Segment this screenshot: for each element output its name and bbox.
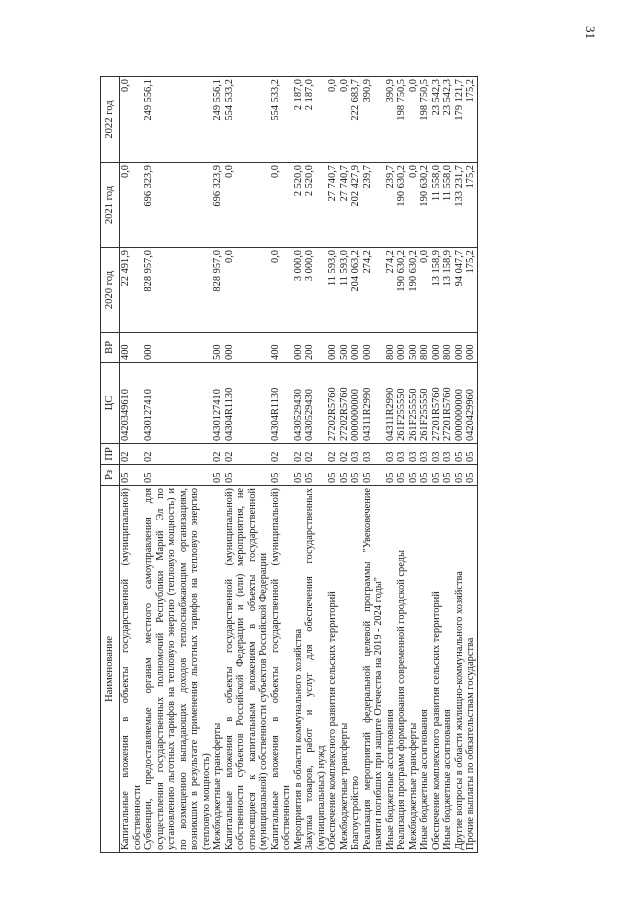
row-value-2022: 2 187,0 [293,77,305,163]
row-name: Мероприятия в области коммунального хозяйства [293,486,305,853]
row-value-2021: 696 323,9 [143,163,212,248]
table-row [339,77,351,853]
row-value-2020: 828 957,0 [143,248,212,333]
row-name: Благоустройство [350,486,362,853]
row-value-2022: 0,0 [408,77,420,163]
row-pr: 03 [408,444,420,465]
row-cs: 261F255550 [408,363,420,444]
row-value-2022: 222 683,7 [350,77,362,163]
table-row [120,77,144,853]
row-pr: 02 [304,444,327,465]
row-rz: 05 [362,465,385,486]
row-cs: 0430529430 [304,363,327,444]
row-value-2021: 239,7 [385,163,397,248]
row-value-2021: 0,0 [270,163,293,248]
row-pr: 02 [327,444,339,465]
row-value-2022: 23 542,3 [431,77,443,163]
row-value-2020: 22 491,9 [120,248,144,333]
row-cs: 261F255550 [396,363,408,444]
row-pr: 02 [270,444,293,465]
table-row [396,77,408,853]
table-header-row [101,77,120,853]
row-name: Межбюджетные трансферты [408,486,420,853]
row-vr: 000 [224,333,270,363]
row-value-2020: 13 158,9 [442,248,454,333]
table-row [293,77,305,853]
row-rz: 05 [339,465,351,486]
table-row [270,77,293,853]
row-value-2021: 133 231,7 [454,163,466,248]
row-pr: 03 [442,444,454,465]
row-value-2021: 2 520,0 [304,163,327,248]
row-value-2022: 198 750,5 [396,77,408,163]
row-pr: 03 [419,444,431,465]
row-vr: 800 [442,333,454,363]
row-name: Реализация мероприятий федеральной целевой программы "Увековечение памяти погибших при защите Отечества на 2019 - 2024 годы" [362,486,385,853]
budget-table [100,76,478,853]
row-name: Закупка товаров, работ и услуг для обеспечения государственных (муниципальных) нужд [304,486,327,853]
row-name: Межбюджетные трансферты [339,486,351,853]
row-name: Капитальные вложения в объекты государственной (муниципальной) собственности [270,486,293,853]
row-vr: 800 [419,333,431,363]
row-value-2020: 3 000,0 [304,248,327,333]
row-value-2020: 175,2 [465,248,477,333]
row-value-2022: 0,0 [327,77,339,163]
row-vr: 000 [454,333,466,363]
row-vr: 000 [350,333,362,363]
row-value-2022: 0,0 [339,77,351,163]
row-value-2022: 2 187,0 [304,77,327,163]
row-cs: 27201R5760 [431,363,443,444]
row-value-2020: 0,0 [419,248,431,333]
row-value-2020: 274,2 [362,248,385,333]
header-cs: ЦС [101,363,120,444]
row-vr: 000 [396,333,408,363]
row-value-2020: 190 630,2 [396,248,408,333]
row-rz: 05 [396,465,408,486]
row-value-2022: 390,9 [362,77,385,163]
row-vr: 800 [385,333,397,363]
row-vr: 000 [465,333,477,363]
table-row [143,77,212,853]
row-pr: 02 [212,444,224,465]
table-row [385,77,397,853]
row-value-2021: 202 427,9 [350,163,362,248]
row-vr: 500 [339,333,351,363]
row-value-2020: 3 000,0 [293,248,305,333]
row-vr: 200 [304,333,327,363]
table-body [120,77,478,853]
row-value-2022: 23 542,3 [442,77,454,163]
row-rz: 05 [350,465,362,486]
row-name: Обеспечение комплексного развития сельских территорий [327,486,339,853]
table-row [465,77,477,853]
row-value-2022: 249 556,1 [212,77,224,163]
row-value-2022: 390,9 [385,77,397,163]
table-row [408,77,420,853]
row-value-2020: 11 593,0 [339,248,351,333]
row-cs: 0430127410 [143,363,212,444]
row-value-2022: 179 121,7 [454,77,466,163]
header-2020: 2020 год [101,248,120,333]
header-rz: Рз [101,465,120,486]
row-value-2021: 0,0 [408,163,420,248]
row-value-2021: 190 630,2 [396,163,408,248]
table-row [224,77,270,853]
row-cs: 04311R2990 [362,363,385,444]
row-value-2021: 0,0 [224,163,270,248]
row-vr: 000 [327,333,339,363]
row-pr: 03 [396,444,408,465]
row-value-2022: 198 750,5 [419,77,431,163]
row-name: Прочие выплаты по обязательствам государства [465,486,477,853]
row-value-2022: 0,0 [120,77,144,163]
row-rz: 05 [419,465,431,486]
row-value-2020: 13 158,9 [431,248,443,333]
row-cs: 261F255550 [419,363,431,444]
row-vr: 400 [270,333,293,363]
row-rz: 05 [143,465,212,486]
row-cs: 0430127410 [212,363,224,444]
header-2021: 2021 год [101,163,120,248]
row-value-2022: 249 556,1 [143,77,212,163]
row-rz: 05 [454,465,466,486]
row-value-2020: 0,0 [270,248,293,333]
row-cs: 04311R2990 [385,363,397,444]
row-pr: 03 [350,444,362,465]
row-name: Капитальные вложения в объекты государственной (муниципальной) собственности [120,486,144,853]
table-row [431,77,443,853]
row-value-2021: 0,0 [120,163,144,248]
row-name: Капитальные вложения в объекты государственной (муниципальной) собственности субъектов Российской Федерации и (или) мероприятия, не относящиеся к капитальным вложениям в объекты государственной (муниципальной) собственности субъектов Российской Федерации [224,486,270,853]
row-value-2021: 696 323,9 [212,163,224,248]
row-cs: 0000000000 [454,363,466,444]
row-rz: 05 [431,465,443,486]
row-value-2020: 274,2 [385,248,397,333]
row-pr: 02 [339,444,351,465]
table-row [327,77,339,853]
row-cs: 04304R1130 [270,363,293,444]
row-cs: 27202R5760 [339,363,351,444]
row-value-2021: 2 520,0 [293,163,305,248]
row-pr: 05 [454,444,466,465]
row-vr: 400 [120,333,144,363]
row-vr: 000 [143,333,212,363]
row-value-2021: 11 558,0 [431,163,443,248]
row-rz: 05 [327,465,339,486]
row-vr: 000 [431,333,443,363]
row-pr: 05 [465,444,477,465]
row-value-2022: 554 533,2 [270,77,293,163]
row-cs: 0000000000 [350,363,362,444]
table-row [362,77,385,853]
row-vr: 500 [408,333,420,363]
table-row [419,77,431,853]
row-pr: 02 [224,444,270,465]
row-vr: 500 [212,333,224,363]
row-vr: 000 [293,333,305,363]
row-value-2020: 828 957,0 [212,248,224,333]
row-value-2021: 27 740,7 [339,163,351,248]
table-row [304,77,327,853]
table-row [442,77,454,853]
row-vr: 000 [362,333,385,363]
row-value-2020: 11 593,0 [327,248,339,333]
row-name: Иные бюджетные ассигнования [419,486,431,853]
row-value-2021: 11 558,0 [442,163,454,248]
table-row [212,77,224,853]
row-pr: 03 [385,444,397,465]
row-rz: 05 [465,465,477,486]
row-value-2021: 239,7 [362,163,385,248]
row-cs: 27201R5760 [442,363,454,444]
row-cs: 0430529430 [293,363,305,444]
row-value-2022: 554 533,2 [224,77,270,163]
row-value-2020: 0,0 [224,248,270,333]
row-value-2021: 190 630,2 [419,163,431,248]
row-cs: 04304R1130 [224,363,270,444]
row-rz: 05 [385,465,397,486]
row-name: Иные бюджетные ассигнования [442,486,454,853]
row-pr: 02 [120,444,144,465]
row-pr: 02 [293,444,305,465]
row-rz: 05 [442,465,454,486]
table-row [350,77,362,853]
row-value-2022: 175,2 [465,77,477,163]
row-rz: 05 [408,465,420,486]
row-pr: 03 [362,444,385,465]
row-value-2020: 94 047,7 [454,248,466,333]
row-name: Реализация программ формирования современной городской среды [396,486,408,853]
row-value-2021: 27 740,7 [327,163,339,248]
row-pr: 02 [143,444,212,465]
table-row [454,77,466,853]
row-value-2020: 190 630,2 [408,248,420,333]
row-name: Субвенции, предоставляемые органам местного самоуправления для осуществления государственных полномочий Республики Марий Эл по установлению льготных тарифов на тепловую энергию (тепловую мощность) и по возмещению выпадающих доходов теплоснабжающим организациям, возникших в результате применения льготных тарифов на тепловую энергию (тепловую мощность) [143,486,212,853]
row-name: Иные бюджетные ассигнования [385,486,397,853]
header-name: Наименование [101,486,120,853]
row-pr: 03 [431,444,443,465]
row-value-2021: 175,2 [465,163,477,248]
row-cs: 0420349610 [120,363,144,444]
row-name: Другие вопросы в области жилищно-коммунального хозяйства [454,486,466,853]
row-cs: 0420429960 [465,363,477,444]
row-rz: 05 [293,465,305,486]
row-rz: 05 [304,465,327,486]
header-vr: ВР [101,333,120,363]
page-number: 31 [583,26,598,39]
row-rz: 05 [224,465,270,486]
header-2022: 2022 год [101,77,120,163]
row-rz: 05 [212,465,224,486]
row-value-2020: 204 063,2 [350,248,362,333]
rotated-table-container [100,77,540,853]
row-name: Обеспечение комплексного развития сельских территорий [431,486,443,853]
row-rz: 05 [270,465,293,486]
row-name: Межбюджетные трансферты [212,486,224,853]
header-pr: ПР [101,444,120,465]
row-cs: 27202R5760 [327,363,339,444]
row-rz: 05 [120,465,144,486]
